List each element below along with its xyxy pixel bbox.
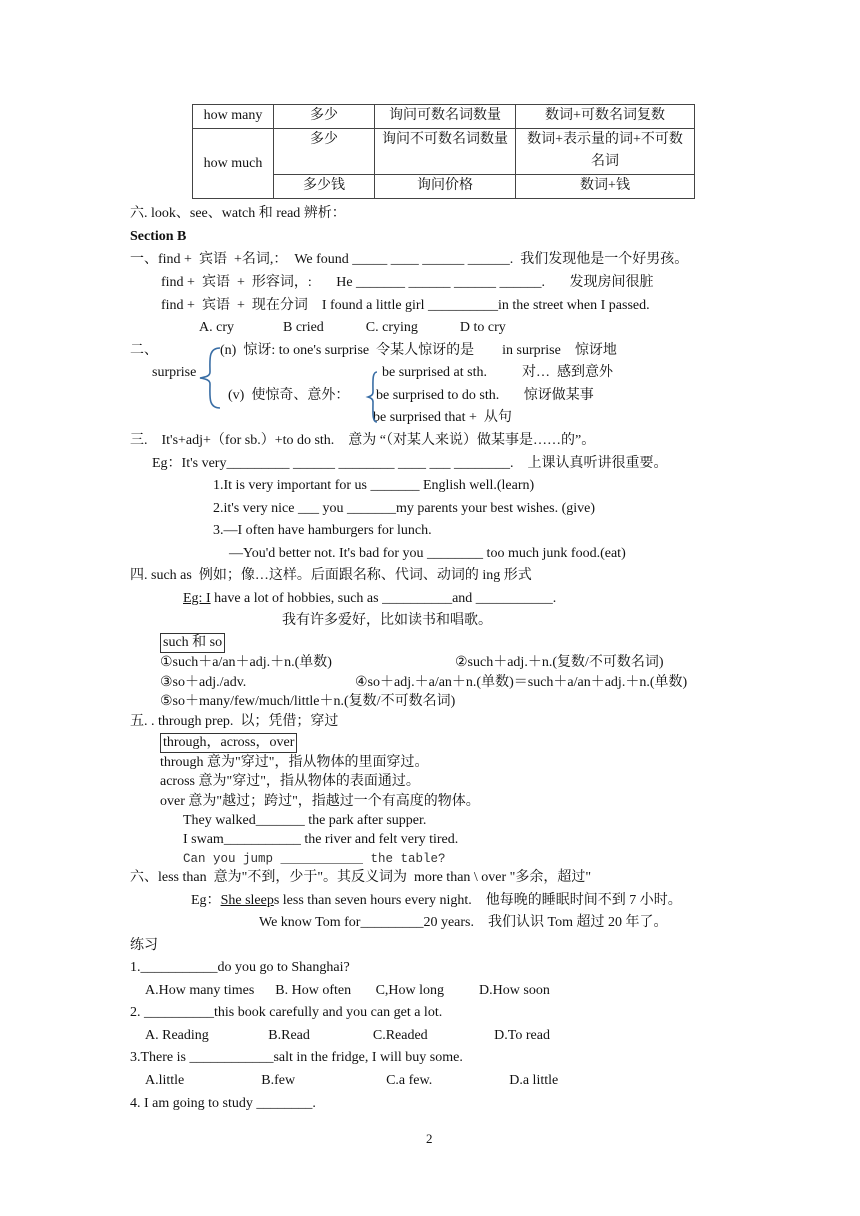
usage-table	[192, 104, 695, 199]
table-cell: 多少钱	[274, 175, 375, 199]
question: 4. I am going to study ________.	[130, 1096, 316, 1111]
text-line: Can you jump ___________ the table?	[183, 852, 446, 866]
answer-options: A.little B.few C.a few. D.a little	[145, 1073, 559, 1088]
table-cell: 数词+可数名词复数	[516, 105, 695, 129]
text-line: We know Tom for_________20 years. 我们认识 Tom 超过 20 年了。	[259, 915, 668, 930]
question: 1.___________do you go to Shanghai?	[130, 960, 350, 975]
text-line: 六、less than 意为"不到，少于"。其反义词为 more than \ over "多余，超过"	[130, 870, 592, 885]
answer-options: A.How many times B. How often C,How long D.How soon	[145, 983, 550, 998]
text-line: (v) 使惊奇、意外：	[228, 388, 350, 403]
text-line: —You'd better not. It's bad for you ________ too much junk food.(eat)	[229, 546, 626, 561]
table-cell: 询问不可数名词数量	[375, 129, 516, 175]
text-line: ②such＋adj.＋n.(复数/不可数名词)	[455, 655, 664, 670]
answer-options: A. cry B cried C. crying D to cry	[199, 320, 506, 335]
text-line: I swam___________ the river and felt very tired.	[183, 832, 459, 847]
table-cell: how many	[193, 105, 274, 129]
text-line: 五. . through prep. 以；凭借；穿过	[130, 714, 339, 729]
section-heading: 六. look、see、watch 和 read 辨析：	[130, 206, 346, 221]
curly-brace-icon	[366, 370, 380, 424]
cell-line: 数词+表示量的词+不可数	[527, 132, 683, 147]
text-line: ⑤so＋many/few/much/little＋n.(复数/不可数名词)	[160, 694, 456, 709]
example-text: have a lot of hobbies, such as __________and ___________.	[210, 591, 557, 606]
cell-line: 名词	[591, 154, 619, 169]
page-number: 2	[426, 1131, 433, 1146]
table-cell: 多少	[274, 105, 375, 129]
table-cell: how much	[193, 129, 274, 199]
example-text: s less than seven hours every night. 他每晚的睡眠时间不到 7 小时。	[273, 893, 682, 908]
table-cell	[516, 129, 695, 175]
text-line: find + 宾语 + 现在分词 I found a little girl __________in the street when I passed.	[161, 298, 650, 313]
text-line: be surprised that + 从句	[373, 410, 512, 425]
question: 3.There is ____________salt in the fridge, I will buy some.	[130, 1050, 463, 1065]
text-line: over 意为"越过；跨过"，指越过一个有高度的物体。	[160, 794, 480, 809]
text-line: They walked_______ the park after supper.	[183, 813, 427, 828]
table-row	[193, 105, 695, 129]
text-line: surprise	[152, 365, 197, 380]
table-cell: 询问可数名词数量	[375, 105, 516, 129]
text-line: ①such＋a/an＋adj.＋n.(单数)	[160, 655, 332, 670]
text-line: find + 宾语 + 形容词，: He _______ ______ ______ ______. 发现房间很脏	[161, 275, 654, 290]
table-cell: 数词+钱	[516, 175, 695, 199]
boxed-heading: through，across，over	[160, 733, 297, 753]
curly-brace-icon	[196, 346, 226, 410]
text-line: 三. It's+adj+（for sb.）+to do sth. 意为 “（对某人来说）做某事是……的”。	[130, 433, 596, 448]
text-line: 3.—I often have hamburgers for lunch.	[213, 523, 432, 538]
text-line: 1.It is very important for us _______ English well.(learn)	[213, 478, 535, 493]
exercise-heading: 练习	[130, 938, 158, 953]
answer-options: A. Reading B.Read C.Readed D.To read	[145, 1028, 550, 1043]
text-line: 四. such as 例如；像…这样。后面跟名称、代词、动词的 ing 形式	[130, 568, 532, 583]
text-line: ④so＋adj.＋a/an＋n.(单数)＝such＋a/an＋adj.＋n.(单数)	[355, 675, 688, 690]
table-cell: 询问价格	[375, 175, 516, 199]
table-cell: 多少	[274, 129, 375, 175]
text-line	[191, 892, 682, 910]
text-line: be surprised at sth. 对… 感到意外	[382, 365, 613, 380]
text-line: be surprised to do sth. 惊讶做某事	[376, 388, 594, 403]
text-line: ③so＋adj./adv.	[160, 675, 247, 690]
text-line: (n) 惊讶: to one's surprise 令某人惊讶的是 in surprise 惊讶地	[220, 343, 617, 358]
text-line: across 意为"穿过"，指从物体的表面通过。	[160, 774, 420, 789]
section-number: 二、	[130, 343, 158, 358]
example-underlined: She sleep	[220, 893, 274, 908]
table-row	[193, 129, 695, 175]
text-line	[183, 590, 556, 608]
question: 2. __________this book carefully and you can get a lot.	[130, 1005, 443, 1020]
boxed-heading: such 和 so	[160, 633, 225, 653]
text-line: 2.it's very nice ___ you _______my parents your best wishes. (give)	[213, 501, 596, 516]
text-line: 我有许多爱好，比如读书和唱歌。	[282, 613, 492, 628]
text-line: Eg：It's very_________ ______ ________ ____ ___ ________. 上课认真听讲很重要。	[152, 456, 668, 471]
text-line: through 意为"穿过"，指从物体的里面穿过。	[160, 755, 429, 770]
section-b-heading: Section B	[130, 229, 187, 244]
example-prefix: Eg: I	[183, 591, 211, 606]
text-line: 一、find + 宾语 +名词,： We found _____ ____ ______ ______. 我们发现他是一个好男孩。	[130, 252, 689, 267]
example-prefix: Eg：	[191, 893, 221, 908]
